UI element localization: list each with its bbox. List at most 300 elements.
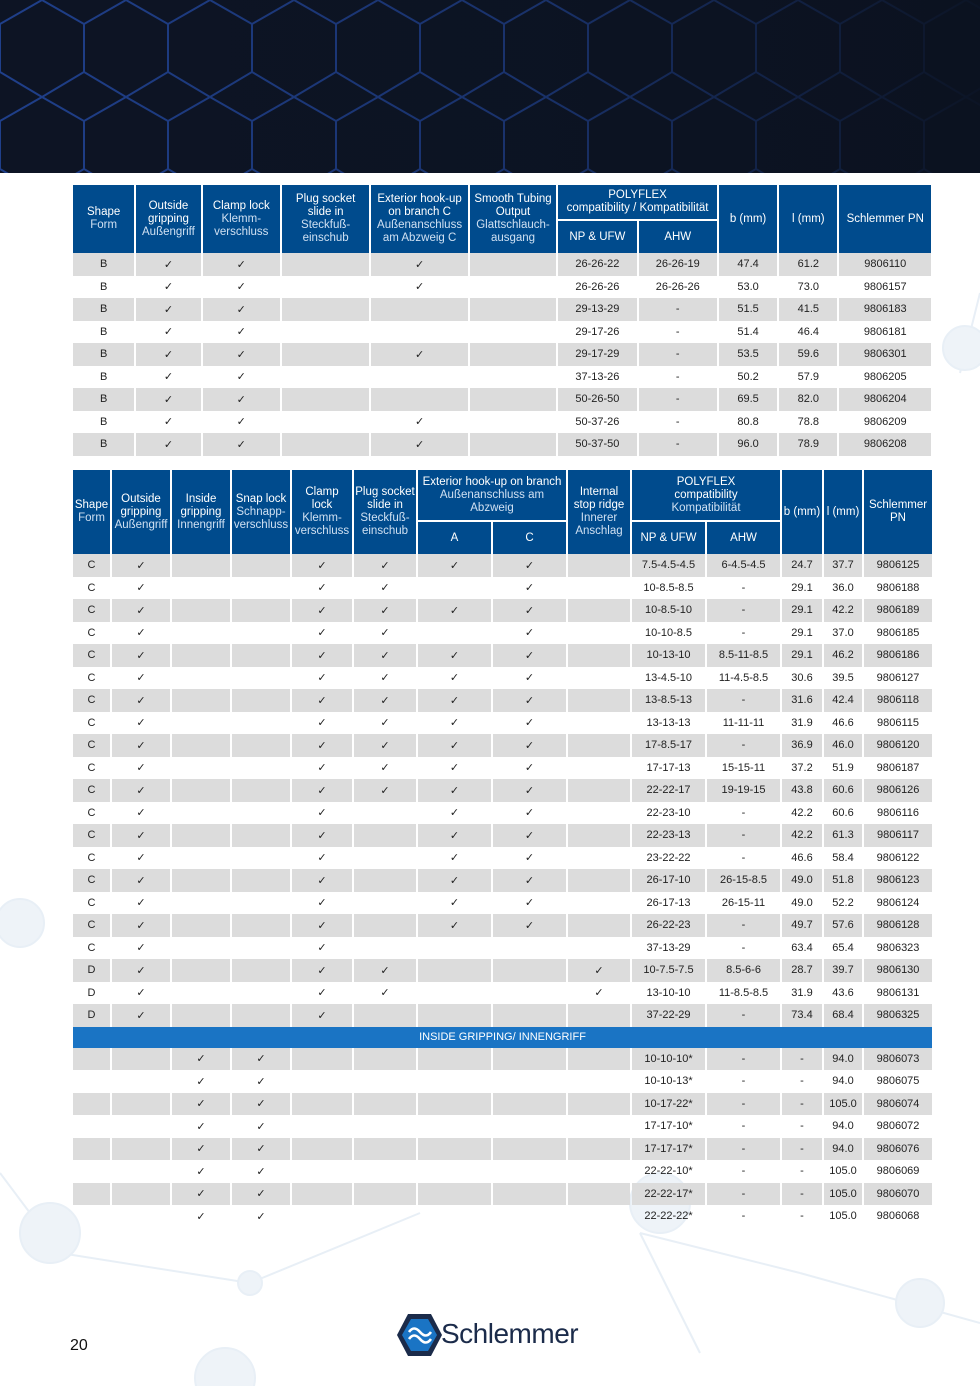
check-mark: ✓ xyxy=(493,914,566,937)
table-cell: 82.0 xyxy=(779,388,837,411)
table-cell xyxy=(354,1093,416,1116)
table-cell xyxy=(418,1115,491,1138)
table-row xyxy=(73,276,931,299)
table-cell xyxy=(568,734,630,757)
table-cell: C xyxy=(73,689,110,712)
table-row xyxy=(73,869,932,892)
check-mark: ✓ xyxy=(112,734,170,757)
table-cell xyxy=(493,1093,566,1116)
table-cell xyxy=(172,779,230,802)
table-cell: 73.4 xyxy=(782,1004,822,1027)
table-cell: 9806118 xyxy=(864,689,932,712)
table-cell xyxy=(282,253,369,276)
table-row xyxy=(73,1183,932,1206)
check-mark: ✓ xyxy=(232,1183,290,1206)
table-cell: 9806183 xyxy=(839,298,931,321)
table-cell: - xyxy=(707,1093,780,1116)
col-clamp-lock: Clamp lock Klemm- verschluss xyxy=(292,470,352,554)
table-row xyxy=(73,1138,932,1161)
table-cell: 37-22-29 xyxy=(632,1004,705,1027)
check-mark: ✓ xyxy=(196,1210,206,1223)
check-mark: ✓ xyxy=(172,1138,230,1161)
table-cell: 53.5 xyxy=(719,343,777,366)
table-cell: 61.3 xyxy=(824,824,862,847)
table-cell xyxy=(418,1160,491,1183)
table-cell: 29.1 xyxy=(782,599,822,622)
table-row xyxy=(73,298,931,321)
table-cell: 26-15-11 xyxy=(721,896,766,909)
section-title: INSIDE GRIPPING/ INNENGRIFF xyxy=(73,1027,932,1048)
table-cell xyxy=(568,1183,630,1206)
table-cell: - xyxy=(782,1138,822,1161)
col-schlemmer-pn: Schlemmer PN xyxy=(839,185,931,253)
table-cell: 42.2 xyxy=(824,599,862,622)
check-mark: ✓ xyxy=(112,779,170,802)
table-cell xyxy=(568,937,630,960)
table-cell: 9806208 xyxy=(839,433,931,456)
table-cell: 9806181 xyxy=(863,325,907,338)
table-cell xyxy=(232,847,290,870)
table-cell xyxy=(354,869,416,892)
col-b-mm: b (mm) xyxy=(719,185,777,253)
table-cell xyxy=(172,712,230,735)
table-row xyxy=(73,892,932,915)
check-mark: ✓ xyxy=(414,281,425,294)
table-cell xyxy=(232,824,290,847)
table-row xyxy=(73,599,932,622)
table-cell: 9806115 xyxy=(877,716,920,729)
check-mark: ✓ xyxy=(418,554,491,577)
table-cell xyxy=(232,802,290,825)
table-cell xyxy=(112,1138,170,1161)
table-cell xyxy=(292,1160,352,1183)
table-cell xyxy=(172,554,230,577)
check-mark: ✓ xyxy=(163,371,174,384)
table-cell xyxy=(172,622,230,645)
check-mark: ✓ xyxy=(317,762,327,775)
table-cell: C xyxy=(87,896,96,909)
table-cell: - xyxy=(741,941,746,954)
table-cell: 22-23-13 xyxy=(632,824,705,847)
check-mark: ✓ xyxy=(203,433,280,456)
check-mark: ✓ xyxy=(317,807,327,820)
table-cell xyxy=(292,1138,352,1161)
check-mark: ✓ xyxy=(371,343,467,366)
table-cell: 10-10-8.5 xyxy=(644,626,693,639)
table-cell xyxy=(470,343,556,366)
table-cell: 9806325 xyxy=(864,1004,932,1027)
check-mark: ✓ xyxy=(418,644,491,667)
col-inside-gripping: Inside gripping Innengriff xyxy=(172,470,230,554)
table-cell: 80.8 xyxy=(737,415,759,428)
check-mark: ✓ xyxy=(292,689,352,712)
check-mark: ✓ xyxy=(493,599,566,622)
table-cell xyxy=(568,1205,630,1228)
table-cell xyxy=(568,1160,630,1183)
check-mark: ✓ xyxy=(418,599,491,622)
table-cell: 26-26-26 xyxy=(575,280,620,293)
table-cell xyxy=(568,847,630,870)
check-mark: ✓ xyxy=(136,942,146,955)
table-cell: 22-23-10 xyxy=(646,806,691,819)
table-cell xyxy=(470,433,556,456)
table-cell: - xyxy=(800,1165,804,1178)
table-cell: 73.0 xyxy=(797,280,820,293)
table-cell xyxy=(371,321,467,344)
table-cell: 94.0 xyxy=(824,1138,862,1161)
col-l-mm: l (mm) xyxy=(779,185,837,253)
col-ahw: AHW xyxy=(639,219,717,253)
table-cell xyxy=(73,1183,110,1206)
check-mark: ✓ xyxy=(354,779,416,802)
table-cell: 6-4.5-4.5 xyxy=(707,554,780,577)
table-cell xyxy=(354,1004,416,1027)
check-mark: ✓ xyxy=(418,734,491,757)
check-mark: ✓ xyxy=(236,281,246,294)
table-cell xyxy=(172,824,230,847)
table-cell xyxy=(470,298,556,321)
table-cell xyxy=(172,869,230,892)
check-mark: ✓ xyxy=(203,343,280,366)
table-cell xyxy=(568,892,630,915)
table-cell: 63.4 xyxy=(791,941,813,954)
table-row xyxy=(73,366,931,389)
table-row xyxy=(73,712,932,735)
table-cell xyxy=(568,554,630,577)
table-cell xyxy=(354,1070,416,1093)
table-cell: - xyxy=(639,298,717,321)
table-cell xyxy=(172,689,230,712)
table-cell: C xyxy=(87,851,96,864)
table-cell: 30.6 xyxy=(791,671,813,684)
table-cell: 9806301 xyxy=(839,343,931,366)
check-mark: ✓ xyxy=(136,717,146,730)
check-mark: ✓ xyxy=(203,388,280,411)
check-mark: ✓ xyxy=(493,869,566,892)
table-cell: B xyxy=(99,415,108,428)
check-mark: ✓ xyxy=(493,554,566,577)
table-cell: 50.2 xyxy=(737,370,759,383)
check-mark: ✓ xyxy=(172,1048,230,1071)
table-cell: 53.0 xyxy=(737,280,759,293)
table-cell xyxy=(292,1183,352,1206)
table-cell: 105.0 xyxy=(829,1165,857,1178)
check-mark: ✓ xyxy=(524,852,535,865)
col-plug-socket: Plug socket slide in Steckfuß- einschub xyxy=(354,470,416,554)
table-cell: 31.9 xyxy=(791,716,813,729)
table-cell: C xyxy=(87,941,96,954)
table-cell: 8.5-6-6 xyxy=(707,959,780,982)
table-cell: 9806205 xyxy=(863,370,907,383)
table-cell: 22-22-17 xyxy=(632,779,705,802)
table-cell: 19-19-15 xyxy=(707,779,780,802)
check-mark: ✓ xyxy=(317,672,327,685)
table-cell: 9806204 xyxy=(839,388,931,411)
table-cell: C xyxy=(73,869,110,892)
table-cell: 24.7 xyxy=(782,554,822,577)
table-cell: 9806074 xyxy=(864,1093,932,1116)
table-row xyxy=(73,253,931,276)
table-cell: 94.0 xyxy=(824,1048,862,1071)
table-cell: - xyxy=(741,851,746,864)
table-cell xyxy=(232,554,290,577)
check-mark: ✓ xyxy=(317,987,327,1000)
check-mark: ✓ xyxy=(317,717,327,730)
table-cell: 9806075 xyxy=(876,1075,920,1088)
table-cell xyxy=(354,1205,416,1228)
check-mark: ✓ xyxy=(317,852,327,865)
check-mark: ✓ xyxy=(292,914,352,937)
check-mark: ✓ xyxy=(256,1120,266,1133)
table-cell xyxy=(354,1183,416,1206)
check-mark: ✓ xyxy=(371,433,467,456)
table-cell: - xyxy=(741,626,746,639)
table-cell xyxy=(282,276,369,299)
check-mark: ✓ xyxy=(354,644,416,667)
table-cell xyxy=(354,1160,416,1183)
table-cell xyxy=(112,1048,170,1071)
table-cell xyxy=(568,869,630,892)
check-mark: ✓ xyxy=(112,869,170,892)
table-cell: 22-22-10* xyxy=(644,1165,693,1178)
table-cell: 22-22-17* xyxy=(632,1183,705,1206)
table-cell: 9806122 xyxy=(876,851,920,864)
table-cell xyxy=(112,1183,170,1206)
check-mark: ✓ xyxy=(292,779,352,802)
table-cell xyxy=(282,366,369,389)
table-cell: 37-13-29 xyxy=(646,941,691,954)
table-cell xyxy=(172,802,230,825)
table-cell xyxy=(493,1160,566,1183)
table-cell xyxy=(232,937,290,960)
table-cell: 26-26-22 xyxy=(558,253,636,276)
check-mark: ✓ xyxy=(354,959,416,982)
table-cell: - xyxy=(741,1120,746,1133)
table-cell: 9806069 xyxy=(876,1165,920,1178)
table-cell xyxy=(172,644,230,667)
check-mark: ✓ xyxy=(136,807,146,820)
table-cell xyxy=(282,298,369,321)
check-mark: ✓ xyxy=(196,1075,206,1088)
check-mark: ✓ xyxy=(354,734,416,757)
table-cell xyxy=(568,577,630,600)
check-mark: ✓ xyxy=(418,689,491,712)
table-cell xyxy=(568,599,630,622)
check-mark: ✓ xyxy=(112,959,170,982)
check-mark: ✓ xyxy=(112,644,170,667)
table-cell: - xyxy=(741,1210,746,1223)
col-plug-socket: Plug socket slide in Steckfuß- einschub xyxy=(282,185,369,253)
table-cell xyxy=(568,1115,630,1138)
table-row xyxy=(73,622,932,645)
table-cell xyxy=(112,1070,170,1093)
table-cell xyxy=(232,892,290,915)
table-cell: B xyxy=(99,370,108,383)
table-row xyxy=(73,734,932,757)
table-cell: C xyxy=(73,644,110,667)
table-cell xyxy=(282,388,369,411)
table-cell xyxy=(568,757,630,780)
table-row xyxy=(73,824,932,847)
table-cell: - xyxy=(639,433,717,456)
table-cell xyxy=(354,824,416,847)
table-cell xyxy=(493,1115,566,1138)
table-cell: 61.2 xyxy=(779,253,837,276)
check-mark: ✓ xyxy=(493,734,566,757)
table-cell: 105.0 xyxy=(824,1183,862,1206)
table-row xyxy=(73,554,932,577)
check-mark: ✓ xyxy=(414,416,425,429)
table-cell: 39.7 xyxy=(824,959,862,982)
check-mark: ✓ xyxy=(136,852,146,865)
check-mark: ✓ xyxy=(292,824,352,847)
table-cell: - xyxy=(707,599,780,622)
col-outside-gripping: Outside gripping Außengriff xyxy=(112,470,170,554)
check-mark: ✓ xyxy=(568,959,630,982)
table-cell: 22-22-22* xyxy=(644,1210,693,1223)
table-cell xyxy=(282,433,369,456)
check-mark: ✓ xyxy=(232,1093,290,1116)
check-mark: ✓ xyxy=(112,914,170,937)
check-mark: ✓ xyxy=(418,824,491,847)
table-cell xyxy=(470,321,556,344)
table-cell: B xyxy=(99,325,108,338)
table-cell xyxy=(112,1115,170,1138)
table-cell: 43.6 xyxy=(832,986,854,999)
col-internal-stop-ridge: Internal stop ridge Innerer Anschlag xyxy=(568,470,630,554)
table-cell: 69.5 xyxy=(719,388,777,411)
table-cell xyxy=(493,959,566,982)
table-cell xyxy=(172,667,230,690)
check-mark: ✓ xyxy=(292,599,352,622)
table-cell: 29-13-29 xyxy=(558,298,636,321)
honeycomb-pattern xyxy=(0,0,980,173)
header-banner xyxy=(0,0,980,173)
table-cell: 17-17-10* xyxy=(644,1120,693,1133)
table-cell xyxy=(73,1115,110,1138)
table-cell: 13-13-13 xyxy=(646,716,691,729)
table-cell xyxy=(232,734,290,757)
table-cell: 46.6 xyxy=(791,851,813,864)
check-mark: ✓ xyxy=(493,689,566,712)
table-cell: - xyxy=(800,1075,804,1088)
table-cell: 10-10-10* xyxy=(632,1048,705,1071)
check-mark: ✓ xyxy=(292,1004,352,1027)
table-cell xyxy=(354,847,416,870)
check-mark: ✓ xyxy=(112,689,170,712)
table-cell: B xyxy=(73,253,134,276)
table-cell: 9806185 xyxy=(876,626,920,639)
table-cell xyxy=(354,892,416,915)
table-cell: - xyxy=(707,1138,780,1161)
table-cell xyxy=(470,366,556,389)
check-mark: ✓ xyxy=(256,1210,266,1223)
table-cell: C xyxy=(87,716,96,729)
table-cell xyxy=(232,959,290,982)
table-cell: 46.2 xyxy=(824,644,862,667)
table-cell xyxy=(73,1160,110,1183)
check-mark: ✓ xyxy=(524,627,535,640)
table-cell xyxy=(470,388,556,411)
check-mark: ✓ xyxy=(232,1048,290,1071)
table-cell: 29-17-26 xyxy=(575,325,620,338)
table-cell: 11-4.5-8.5 xyxy=(718,671,769,684)
table-cell: B xyxy=(73,433,134,456)
table-cell: 50-37-50 xyxy=(558,433,636,456)
table-cell xyxy=(418,959,491,982)
table-cell: 57.9 xyxy=(797,370,820,383)
table-cell xyxy=(493,937,566,960)
table-cell: 28.7 xyxy=(782,959,822,982)
table-cell: D xyxy=(87,986,96,999)
table-cell xyxy=(568,914,630,937)
check-mark: ✓ xyxy=(380,672,390,685)
table-cell: C xyxy=(73,914,110,937)
table-cell xyxy=(172,959,230,982)
table-row xyxy=(73,577,932,600)
check-mark: ✓ xyxy=(380,987,390,1000)
table-cell: C xyxy=(87,806,96,819)
check-mark: ✓ xyxy=(112,554,170,577)
table-cell xyxy=(232,869,290,892)
table-cell: 26-22-23 xyxy=(632,914,705,937)
table-cell: 9806131 xyxy=(876,986,920,999)
table-cell xyxy=(568,644,630,667)
check-mark: ✓ xyxy=(163,281,174,294)
col-np-ufw: NP & UFW xyxy=(558,219,636,253)
check-mark: ✓ xyxy=(136,298,200,321)
brand-name: Schlemmer xyxy=(441,1318,579,1349)
table-cell: 9806070 xyxy=(864,1183,932,1206)
table-cell xyxy=(282,343,369,366)
table-cell: 51.9 xyxy=(832,761,854,774)
table-cell: 9806189 xyxy=(864,599,932,622)
table-cell xyxy=(418,1048,491,1071)
table-cell xyxy=(568,689,630,712)
table-row xyxy=(73,1004,932,1027)
page-number: 20 xyxy=(70,1337,88,1354)
check-mark: ✓ xyxy=(292,644,352,667)
table-cell xyxy=(73,1138,110,1161)
table-cell xyxy=(354,1048,416,1071)
table-cell: 17-17-17* xyxy=(632,1138,705,1161)
table-cell xyxy=(418,1138,491,1161)
table-cell: 105.0 xyxy=(829,1210,857,1223)
table-cell: - xyxy=(707,1183,780,1206)
check-mark: ✓ xyxy=(112,824,170,847)
check-mark: ✓ xyxy=(449,762,460,775)
col-snap-lock: Snap lock Schnapp- verschluss xyxy=(232,470,290,554)
check-mark: ✓ xyxy=(256,1165,266,1178)
table-cell: 57.6 xyxy=(824,914,862,937)
table-cell: C xyxy=(73,554,110,577)
table-cell: 9806124 xyxy=(876,896,920,909)
table-cell xyxy=(232,982,290,1005)
table-cell: 96.0 xyxy=(719,433,777,456)
table-cell xyxy=(418,982,491,1005)
table-cell xyxy=(172,914,230,937)
table-cell: C xyxy=(73,734,110,757)
table-cell: 105.0 xyxy=(824,1093,862,1116)
table-cell xyxy=(371,388,467,411)
table-cell: - xyxy=(707,1004,780,1027)
table-cell: 31.6 xyxy=(782,689,822,712)
table-cell: 9806123 xyxy=(864,869,932,892)
table-cell: 10-17-22* xyxy=(632,1093,705,1116)
table-cell xyxy=(292,1115,352,1138)
table-cell xyxy=(418,1070,491,1093)
table-cell: - xyxy=(782,1048,822,1071)
